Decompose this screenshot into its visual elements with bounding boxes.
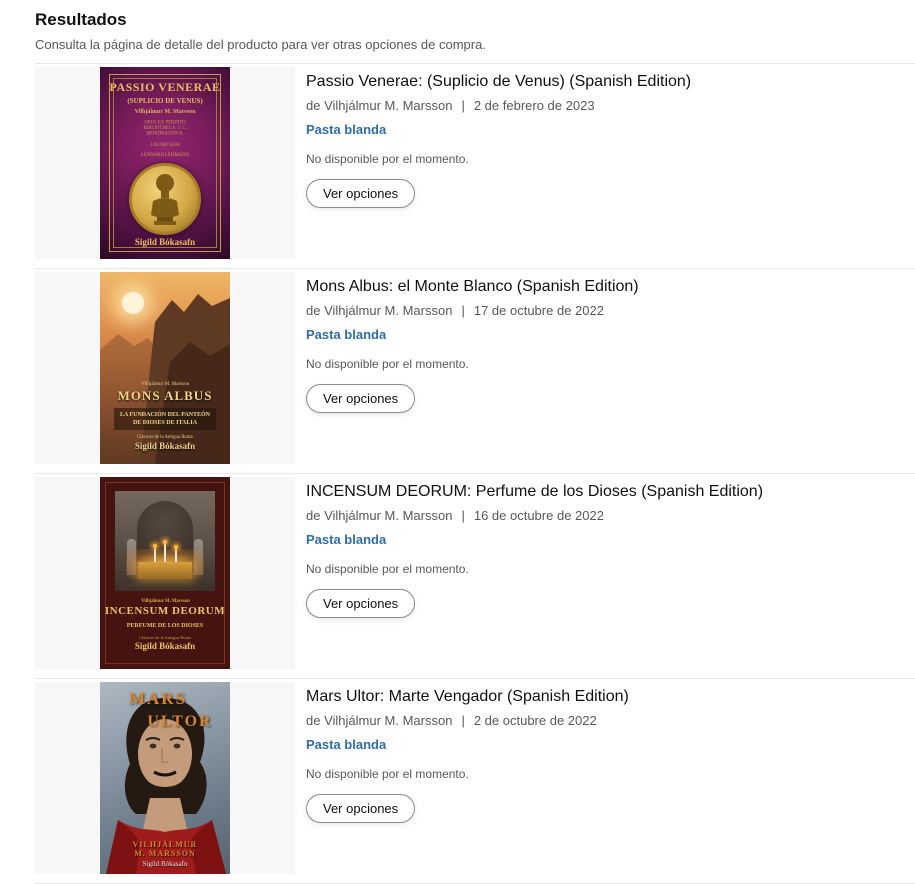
page-subtitle: Consulta la página de detalle del producto para ver otras opciones de compra. <box>35 37 486 52</box>
publish-date: 16 de octubre de 2022 <box>473 508 604 523</box>
book-title-link[interactable]: Mars Ultor: Marte Vengador (Spanish Edition) <box>306 688 629 705</box>
availability-text: No disponible por el momento. <box>306 562 469 576</box>
result-row <box>35 473 915 678</box>
author-link[interactable]: Vilhjálmur M. Marsson <box>324 98 453 113</box>
book-cover-link[interactable] <box>35 67 295 259</box>
availability-text: No disponible por el momento. <box>306 767 469 781</box>
availability-text: No disponible por el momento. <box>306 152 469 166</box>
cover-title-line1: MARS <box>128 689 188 708</box>
format-link[interactable]: Pasta blanda <box>306 737 387 752</box>
byline-separator: | <box>461 303 465 318</box>
byline-separator: | <box>461 508 465 523</box>
results-list <box>35 63 915 884</box>
cover-author-line1: VILHJÁLMUR <box>132 840 198 849</box>
book-cover-link[interactable] <box>35 477 295 669</box>
result-row <box>35 678 915 883</box>
cover-title-line2: ULTOR <box>147 713 213 730</box>
author-link[interactable]: Vilhjálmur M. Marsson <box>324 713 453 728</box>
results-header <box>35 10 915 52</box>
result-row <box>35 63 915 268</box>
cover-publisher: Sigild Bókasafn <box>134 237 196 247</box>
book-byline <box>306 98 915 113</box>
ver-opciones-button[interactable]: Ver opciones <box>306 794 415 823</box>
publish-date: 2 de octubre de 2022 <box>473 713 597 728</box>
ver-opciones-button[interactable]: Ver opciones <box>306 179 415 208</box>
by-label: de <box>306 303 321 318</box>
venus-bust-medallion <box>129 163 201 235</box>
by-label: de <box>306 98 321 113</box>
author-link[interactable]: Vilhjálmur M. Marsson <box>324 508 453 523</box>
page-title: Resultados <box>35 10 127 29</box>
cover-credit: LISI BECKER <box>150 142 180 148</box>
book-cover-image <box>100 477 230 669</box>
altar-scene-graphic <box>115 491 215 591</box>
ver-opciones-button[interactable]: Ver opciones <box>306 384 415 413</box>
book-byline <box>306 508 915 523</box>
cover-title: PASSIO VENERAE <box>109 80 221 94</box>
format-link[interactable]: Pasta blanda <box>306 327 387 342</box>
publish-date: 17 de octubre de 2022 <box>473 303 604 318</box>
cover-title: INCENSUM DEORUM <box>104 605 226 617</box>
format-link[interactable]: Pasta blanda <box>306 532 387 547</box>
book-byline <box>306 303 915 318</box>
cover-credit: LENNARD LEHMANN <box>140 152 190 158</box>
book-title-link[interactable]: INCENSUM DEORUM: Perfume de los Dioses (Spanish Edition) <box>306 483 764 500</box>
by-label: de <box>306 713 321 728</box>
cover-author: Vilhjálmur M. Marsson <box>140 598 190 604</box>
book-cover-image <box>100 682 230 874</box>
ver-opciones-button[interactable]: Ver opciones <box>306 589 415 618</box>
book-cover-image <box>100 272 230 464</box>
byline-separator: | <box>461 713 465 728</box>
book-cover-link[interactable] <box>35 682 295 874</box>
cover-subtitle: (SUPLICIO DE VENUS) <box>127 97 203 105</box>
cover-publisher: Sigild Bókasafn <box>142 860 188 868</box>
author-link[interactable]: Vilhjálmur M. Marsson <box>324 303 453 318</box>
cover-author: Vilhjálmur M. Marsson <box>140 381 189 387</box>
book-title-link[interactable]: Passio Venerae: (Suplicio de Venus) (Spanish Edition) <box>306 73 692 90</box>
book-cover-link[interactable] <box>35 272 295 464</box>
book-byline <box>306 713 915 728</box>
result-row <box>35 268 915 473</box>
by-label: de <box>306 508 321 523</box>
cover-subtitle: PERFUME DE LOS DIOSES <box>126 623 204 629</box>
cover-publisher: Sigild Bókasafn <box>134 441 196 451</box>
cover-subtitle: LA FUNDACIÓN DEL PANTEÓN DE DIOSES DE ITALIA <box>114 408 216 430</box>
cover-title: MONS ALBUS <box>117 388 213 403</box>
book-cover-image <box>100 67 230 259</box>
cover-publisher: Sigild Bókasafn <box>134 641 196 651</box>
cover-author-line2: M. MARSSON <box>134 849 196 858</box>
bust-icon <box>145 171 185 227</box>
cover-series: Clásicos de la Antigua Roma <box>138 635 192 641</box>
cover-author: Vilhjálmur M. Marsson <box>134 109 196 115</box>
byline-separator: | <box>461 98 465 113</box>
publish-date: 2 de febrero de 2023 <box>473 98 595 113</box>
cover-credit: OPUS EX PERDITO BIBLIOTHECA: J. C. MONDRAGÓN R. <box>143 120 187 137</box>
format-link[interactable]: Pasta blanda <box>306 122 387 137</box>
cover-series: Clásicos de la Antigua Roma <box>137 434 193 440</box>
availability-text: No disponible por el momento. <box>306 357 469 371</box>
book-title-link[interactable]: Mons Albus: el Monte Blanco (Spanish Edition) <box>306 278 639 295</box>
